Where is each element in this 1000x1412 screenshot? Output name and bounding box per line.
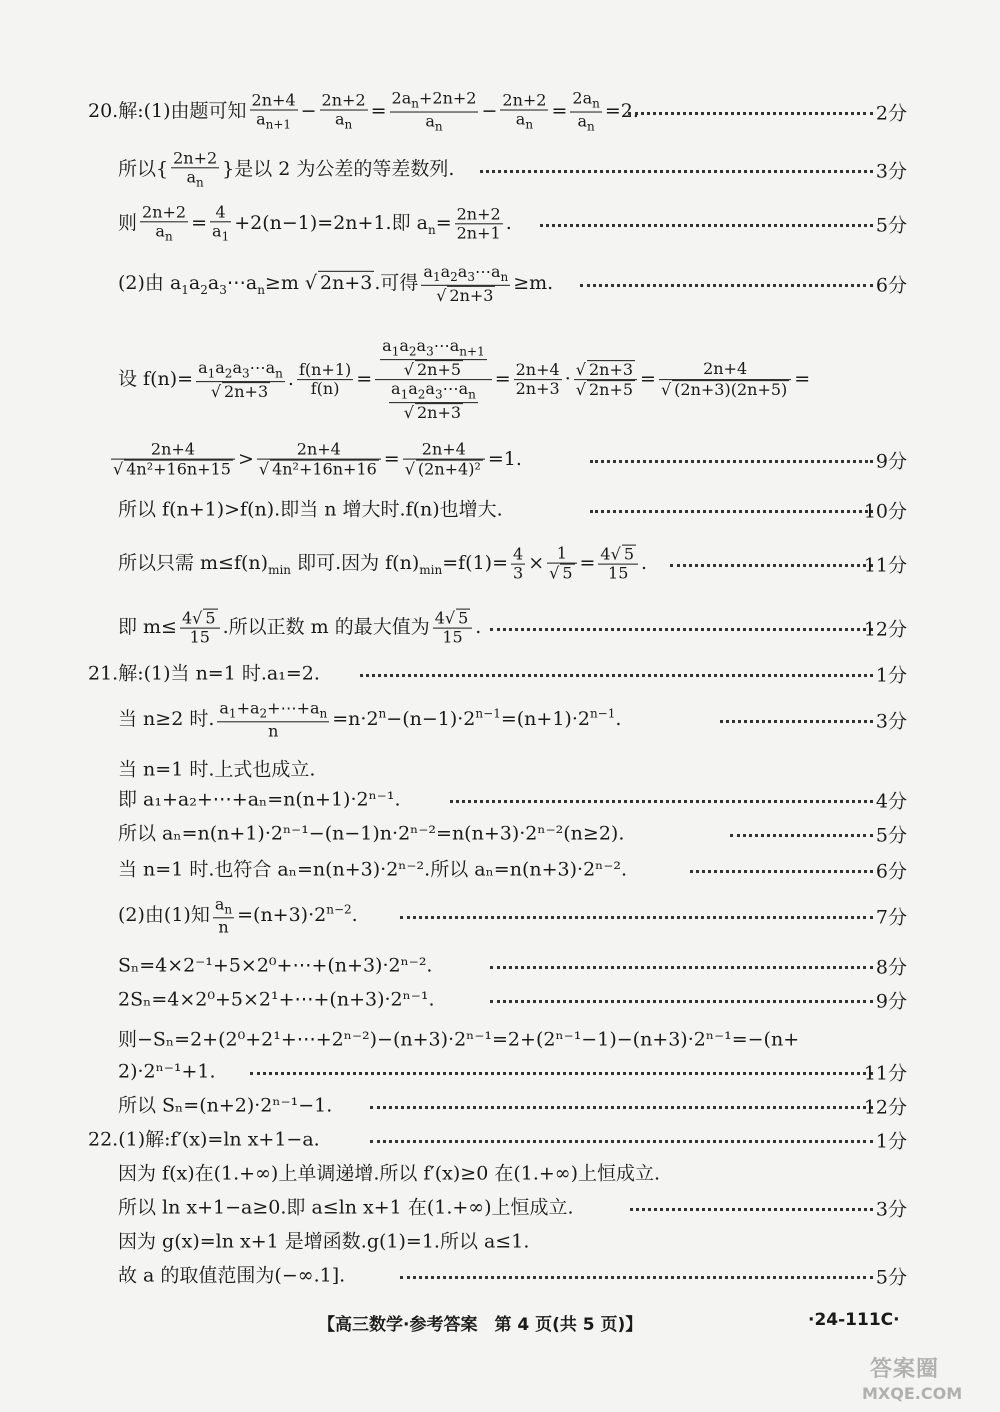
answer-line-text: 2Sₙ=4×2⁰+5×2¹+⋯+(n+3)·2ⁿ⁻¹. [118, 988, 435, 1011]
answer-line-text: 因为 f(x)在(1.+∞)上单调递增.所以 f′(x)≥0 在(1.+∞)上恒成立. [118, 1162, 661, 1185]
answer-line-text: 设 f(n)= $a_1a_2a_3\cdots a_n$ √ 2n+3 . $\frac{f(n+1)}{f(n)}$ = $a_1a_2a_3\cdots a_{n+1}$ √ 2n+5 $a_1a_2a_3\cdots a_n$ √ 2n+3 = $\frac{2n+4}{2n+3}$ · √ 2n+3 √ 2n+5 = 2n+4 √ (2n+3)(2n+5) = [118, 337, 810, 423]
score-label: 1分 [875, 1130, 907, 1153]
answer-line-text: 当 n=1 时.也符合 aₙ=n(n+3)·2ⁿ⁻².所以 aₙ=n(n+3)·2ⁿ⁻². [118, 858, 628, 881]
score-label: 5分 [875, 1266, 907, 1289]
answer-line-text: 2)·2ⁿ⁻¹+1. [118, 1060, 216, 1083]
leader-dots [400, 916, 873, 919]
leader-dots [490, 628, 873, 631]
answer-line [0, 896, 1000, 936]
answer-line-text: (2)由 $a_1a_2a_3\cdots a_n\ge m$ √ 2n+3 .可得 $a_1a_2a_3\cdots a_n$ √ 2n+3 ≥m. [118, 263, 553, 305]
score-label: 10分 [863, 500, 907, 523]
score-label: 5分 [875, 214, 907, 237]
answer-line-text: 所以 f(n+1)>f(n).即当 n 增大时.f(n)也增大. [118, 498, 503, 521]
score-label: 12分 [863, 1096, 907, 1119]
answer-line [0, 440, 1000, 480]
answer-line [0, 980, 1000, 1020]
leader-dots [370, 1140, 873, 1143]
answer-line [0, 490, 1000, 530]
score-label: 6分 [875, 860, 907, 883]
score-label: 8分 [875, 956, 907, 979]
answer-line [0, 204, 1000, 244]
answer-line-text: 则−Sₙ=2+(2⁰+2¹+⋯+2ⁿ⁻²)−(n+3)·2ⁿ⁻¹=2+(2ⁿ⁻¹−1)−(n+3)·2ⁿ⁻¹=−(n+ [118, 1028, 800, 1051]
leader-dots [580, 284, 873, 287]
answer-line-text: 21.解:(1)当 n=1 时.a₁=2. [88, 662, 320, 685]
answer-line-text: 所以只需 $m\le f(n)_{min}$ 即可.因为 $f(n)_{min}=f(1)=$ $\frac{4}{3}$ × 1 √ 5 = $\frac{4√ 5}{15}$ . [118, 545, 647, 584]
answer-line [0, 544, 1000, 584]
answer-line-text: (2)由(1)知 $\frac{a_n}{n}$ $=(n+3)\cdot 2^{n-2}$. [118, 894, 358, 937]
answer-line [0, 336, 1000, 423]
score-label: 11分 [863, 1062, 907, 1085]
score-label: 5分 [875, 824, 907, 847]
score-label: 1分 [875, 664, 907, 687]
leader-dots [630, 1208, 873, 1211]
answer-line-text: 所以 Sₙ=(n+2)·2ⁿ⁻¹−1. [118, 1094, 333, 1117]
answer-line-text: 故 a 的取值范围为(−∞.1]. [118, 1264, 346, 1287]
answer-line-text: 20.解:(1)由题可知 $\frac{2n+4}{a_{n+1}}$ − $\frac{2n+2}{a_n}$ = $\frac{2a_n+2n+2}{a_n}$ − $\frac{2n+2}{a_n}$ = $\frac{2a_n}{a_n}$ =2. [88, 88, 639, 134]
leader-dots [730, 834, 873, 837]
score-label: 9分 [875, 990, 907, 1013]
score-label: 11分 [863, 554, 907, 577]
leader-dots [400, 1276, 873, 1279]
leader-dots [690, 870, 873, 873]
answer-line [0, 700, 1000, 740]
answer-line [0, 850, 1000, 890]
leader-dots [628, 112, 873, 115]
leader-dots [590, 510, 873, 513]
answer-line-text: 即 m≤ $\frac{4√ 5}{15}$ .所以正数 m 的最大值为 $\frac{4√ 5}{15}$ . [118, 609, 481, 648]
answer-line-text: 22.(1)解:f′(x)=ln x+1−a. [88, 1128, 320, 1151]
answer-line [0, 150, 1000, 190]
score-label: 2分 [875, 102, 907, 125]
leader-dots [370, 1106, 873, 1109]
score-label: 6分 [875, 274, 907, 297]
answer-line-text: 因为 g(x)=ln x+1 是增函数.g(1)=1.所以 a≤1. [118, 1230, 530, 1253]
answer-line-text: 当 n=1 时.上式也成立. [118, 758, 316, 781]
answer-line [0, 814, 1000, 854]
answer-line-text: Sₙ=4×2⁻¹+5×2⁰+⋯+(n+3)·2ⁿ⁻². [118, 954, 433, 977]
leader-dots [540, 224, 873, 227]
answer-line [0, 261, 1000, 305]
leader-dots [490, 1000, 873, 1003]
watermark-url [862, 1384, 962, 1403]
leader-dots [450, 800, 873, 803]
answer-line-text: 所以 aₙ=n(n+1)·2ⁿ⁻¹−(n−1)n·2ⁿ⁻²=n(n+3)·2ⁿ⁻²(n≥2). [118, 822, 625, 845]
leader-dots [590, 460, 873, 463]
watermark-url-text: MXQE.COM [862, 1384, 963, 1403]
footer-code: ·24-111C· [808, 1310, 900, 1330]
answer-line [0, 654, 1000, 694]
score-label: 12分 [863, 618, 907, 641]
leader-dots [490, 966, 873, 969]
answer-line-text: 当 n≥2 时. $\frac{a_1+a_2+\cdots+a_n}{n}$ $=n\cdot 2^n-(n-1)\cdot 2^{n-1}=(n+1)\cdot 2^{n-1}$. [118, 698, 622, 741]
answer-line-text: 所以 ln x+1−a≥0.即 a≤ln x+1 在(1.+∞)上恒成立. [118, 1196, 574, 1219]
leader-dots [670, 564, 873, 567]
watermark-logo [870, 1352, 939, 1383]
leader-dots [360, 674, 873, 677]
score-label: 4分 [875, 790, 907, 813]
score-label: 9分 [875, 450, 907, 473]
score-label: 7分 [875, 906, 907, 929]
footer-title: 【高三数学·参考答案 第 4 页(共 5 页)】 [318, 1315, 643, 1335]
leader-dots [720, 720, 873, 723]
answer-line [0, 88, 1000, 134]
answer-line-text: 即 a₁+a₂+⋯+aₙ=n(n+1)·2ⁿ⁻¹. [118, 788, 401, 811]
watermark-logo-text: 答案圈 [870, 1357, 940, 1382]
leader-dots [250, 1072, 873, 1075]
answer-line [0, 1256, 1000, 1296]
answer-line-text: 2n+4 √ 4n²+16n+15 > 2n+4 √ 4n²+16n+16 = 2n+4 √ (2n+4)² =1. [108, 441, 522, 480]
score-label: 3分 [875, 160, 907, 183]
page-footer [0, 1306, 1000, 1336]
score-label: 3分 [875, 1198, 907, 1221]
score-label: 3分 [875, 710, 907, 733]
leader-dots [480, 170, 873, 173]
answer-line-text: 则 $\frac{2n+2}{a_n}$ = $\frac{4}{a_1}$ +2(n−1)=2n+1.即 $a_n=$ $\frac{2n+2}{2n+1}$ . [118, 202, 512, 244]
answer-line [0, 608, 1000, 648]
answer-line-text: 所以{ $\frac{2n+2}{a_n}$ }是以 2 为公差的等差数列. [118, 148, 455, 190]
